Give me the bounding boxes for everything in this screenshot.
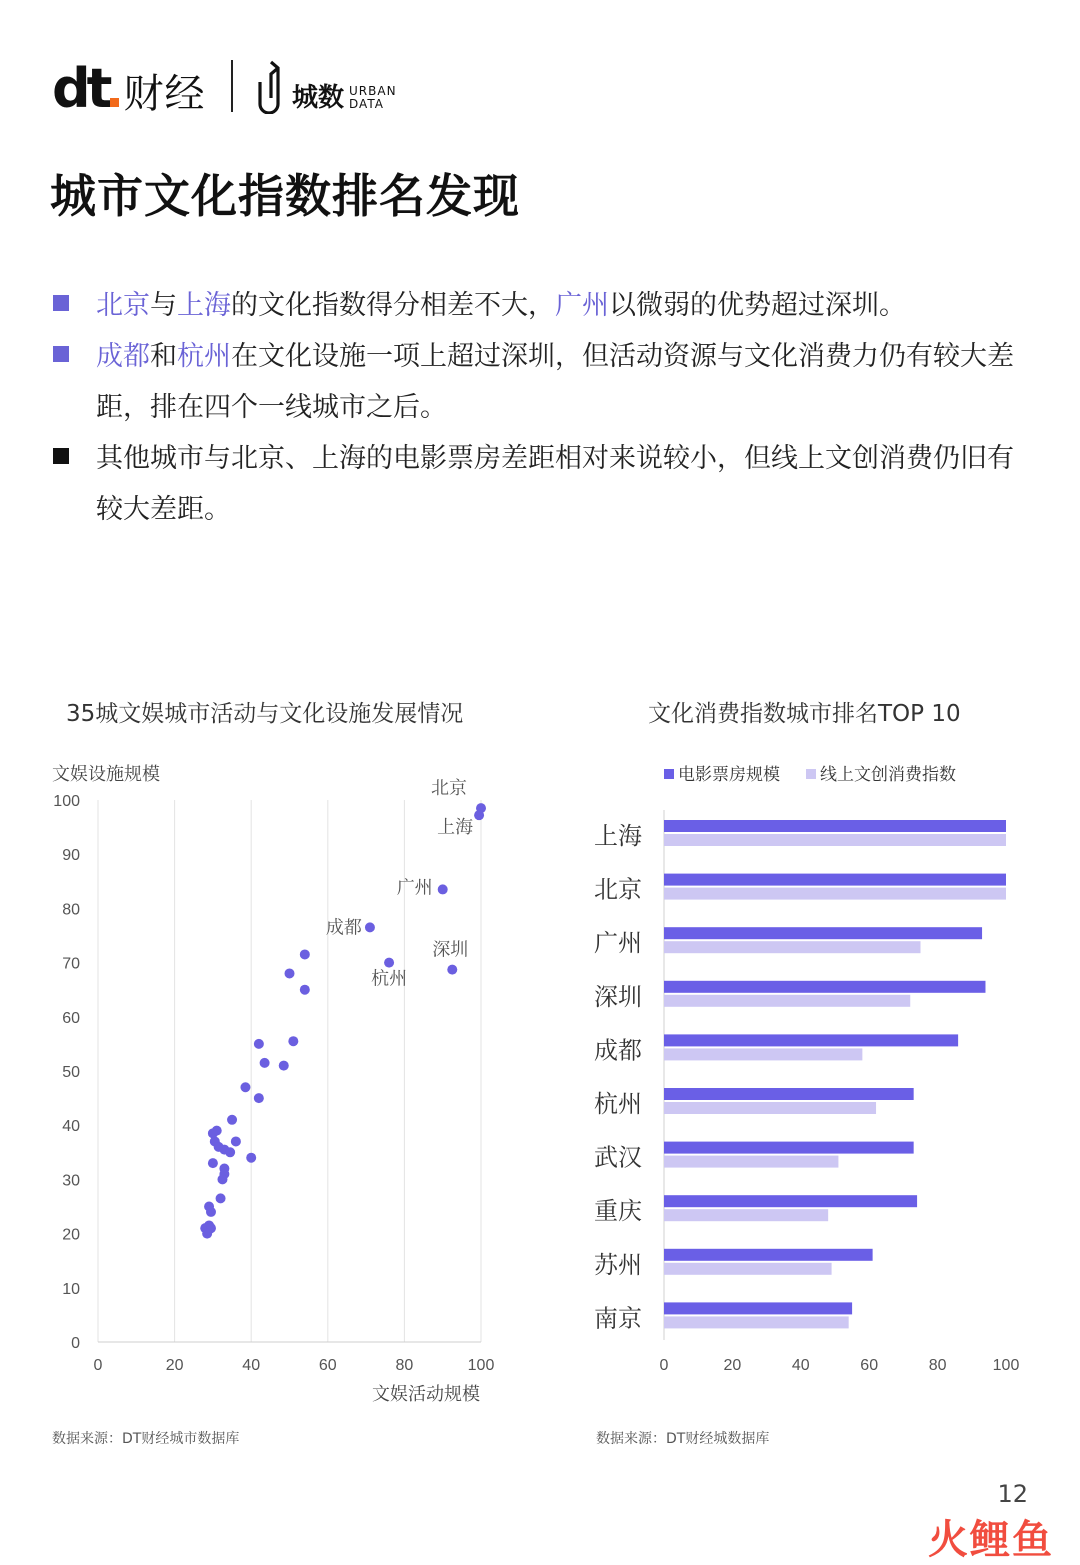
scatter-point-label: 广州: [396, 877, 433, 898]
bar-source: 数据来源：DT财经城数据库: [596, 1431, 770, 1447]
scatter-point: [225, 1147, 235, 1157]
bar-online-consumption: [664, 1102, 876, 1114]
bar-box-office: [664, 927, 982, 939]
scatter-y-tick-label: 20: [62, 1226, 80, 1244]
bar-category-label: 武汉: [594, 1144, 642, 1172]
scatter-chart: [0, 770, 540, 1380]
watermark-logo: 火鲤鱼: [928, 1517, 1054, 1563]
scatter-point: [260, 1058, 270, 1068]
scatter-point: [447, 965, 457, 975]
scatter-x-axis-title: 文娱活动规模: [372, 1384, 480, 1405]
bar-chart-title: 文化消费指数城市排名TOP 10: [648, 701, 961, 727]
bar-box-office: [664, 874, 1006, 886]
scatter-x-tick-label: 100: [467, 1357, 495, 1374]
bar-box-office: [664, 1302, 852, 1314]
legend-swatch-box-office: [664, 769, 674, 779]
bar-online-consumption: [664, 1316, 849, 1328]
bar-box-office: [664, 1249, 873, 1261]
scatter-point: [300, 985, 310, 995]
scatter-y-tick-label: 90: [62, 847, 80, 865]
finding-text: 以微弱的优势超过深圳。: [609, 290, 906, 321]
logo-divider: [231, 60, 233, 112]
bar-box-office: [664, 1195, 917, 1207]
scatter-point: [208, 1158, 218, 1168]
highlighted-city: 成都: [96, 341, 150, 372]
scatter-point: [365, 922, 375, 932]
bar-category-label: 成都: [594, 1037, 642, 1065]
bar-x-tick-label: 20: [723, 1357, 742, 1374]
bar-box-office: [664, 820, 1006, 832]
bar-chart: [560, 800, 1060, 1380]
bullet-square-icon: [53, 295, 69, 311]
scatter-x-tick-label: 60: [318, 1357, 337, 1374]
scatter-y-tick-label: 0: [71, 1335, 80, 1352]
scatter-y-tick-label: 100: [53, 793, 80, 810]
bar-category-label: 北京: [594, 876, 642, 904]
finding-item: [50, 331, 1030, 433]
scatter-y-tick-label: 80: [62, 901, 80, 919]
legend-label-box-office: 电影票房规模: [678, 765, 780, 785]
scatter-point: [246, 1153, 256, 1163]
bar-online-consumption: [664, 834, 1006, 846]
highlighted-city: 上海: [177, 290, 231, 321]
scatter-point-label: 深圳: [432, 939, 469, 960]
scatter-point-label: 杭州: [371, 968, 408, 989]
legend-swatch-online: [806, 769, 816, 779]
scatter-point: [300, 949, 310, 959]
bar-online-consumption: [664, 888, 1006, 900]
finding-text: 和: [150, 341, 177, 372]
bar-online-consumption: [664, 995, 910, 1007]
bar-box-office: [664, 1034, 958, 1046]
scatter-x-tick-label: 80: [395, 1357, 414, 1374]
bullet-square-icon: [53, 448, 69, 464]
scatter-point: [216, 1193, 226, 1203]
scatter-point: [227, 1115, 237, 1125]
scatter-y-tick-label: 60: [62, 1009, 80, 1027]
scatter-point: [285, 968, 295, 978]
bar-x-tick-label: 60: [860, 1357, 879, 1374]
bar-category-label: 深圳: [594, 983, 642, 1011]
scatter-point-label: 成都: [325, 917, 362, 938]
legend-label-online: 线上文创消费指数: [820, 765, 956, 785]
highlighted-city: 广州: [555, 290, 609, 321]
scatter-source: 数据来源：DT财经城市数据库: [52, 1431, 240, 1447]
bar-online-consumption: [664, 941, 921, 953]
scatter-point: [206, 1207, 216, 1217]
bar-x-tick-label: 100: [992, 1357, 1020, 1374]
finding-text: 其他城市与北京、上海的电影票房差距相对来说较小，但线上文创消费仍旧有较大差距。: [96, 443, 1014, 525]
scatter-point: [474, 810, 484, 820]
finding-item: [50, 433, 1030, 535]
bar-category-label: 上海: [594, 823, 642, 850]
scatter-x-tick-label: 20: [165, 1357, 184, 1374]
scatter-point: [438, 884, 448, 894]
bar-box-office: [664, 1142, 914, 1154]
scatter-point: [231, 1136, 241, 1146]
page-title: 城市文化指数排名发现: [50, 169, 520, 223]
scatter-y-tick-label: 30: [62, 1172, 80, 1190]
bar-online-consumption: [664, 1048, 862, 1060]
bar-x-tick-label: 80: [928, 1357, 947, 1374]
urban-logo-text: 城数: [292, 83, 345, 113]
bar-category-label: 广州: [594, 930, 642, 958]
bar-box-office: [664, 1088, 914, 1100]
urban-data-logo: [256, 58, 397, 114]
urban-logo-icon: [256, 58, 286, 114]
scatter-y-tick-label: 10: [62, 1280, 80, 1298]
urban-logo-en-line1: URBAN: [349, 84, 397, 98]
bar-box-office: [664, 981, 985, 993]
scatter-point: [254, 1039, 264, 1049]
finding-text: 与: [150, 290, 177, 321]
scatter-point: [202, 1229, 212, 1239]
scatter-x-tick-label: 0: [93, 1357, 103, 1374]
bar-category-label: 苏州: [594, 1251, 642, 1279]
bar-online-consumption: [664, 1263, 832, 1275]
dt-finance-logo: [52, 57, 206, 120]
finding-text: 的文化指数得分相差不大，: [231, 290, 555, 321]
scatter-y-axis-title: 文娱设施规模: [52, 764, 160, 785]
dt-logo-text: 财经: [123, 71, 206, 117]
scatter-point-label: 北京: [431, 778, 467, 799]
bar-online-consumption: [664, 1156, 838, 1168]
scatter-point: [384, 958, 394, 968]
scatter-point: [288, 1036, 298, 1046]
legend-item-online: [806, 760, 956, 785]
finding-text: 在文化设施一项上超过深圳，但活动资源与文化消费力仍有较大差距，排在四个一线城市之后。: [96, 341, 1014, 423]
scatter-y-tick-label: 70: [62, 955, 80, 973]
urban-logo-en: [349, 85, 397, 114]
scatter-point: [217, 1174, 227, 1184]
scatter-y-tick-label: 40: [62, 1118, 80, 1136]
findings-list: [50, 280, 1030, 535]
bar-category-label: 南京: [594, 1305, 642, 1333]
highlighted-city: 杭州: [177, 341, 231, 372]
urban-logo-en-line2: DATA: [349, 97, 384, 111]
scatter-point-label: 上海: [437, 817, 474, 838]
page-number: 12: [997, 1480, 1028, 1508]
dt-logo-mark: dt: [52, 57, 109, 120]
finding-item: [50, 280, 1030, 331]
bullet-square-icon: [53, 346, 69, 362]
bar-x-tick-label: 0: [659, 1357, 669, 1374]
bar-online-consumption: [664, 1209, 828, 1221]
scatter-x-tick-label: 40: [242, 1357, 261, 1374]
bar-x-tick-label: 40: [791, 1357, 810, 1374]
scatter-point: [240, 1082, 250, 1092]
bar-legend: [664, 760, 956, 785]
scatter-point: [254, 1093, 264, 1103]
bar-category-label: 杭州: [594, 1091, 642, 1118]
bar-category-label: 重庆: [594, 1198, 642, 1226]
scatter-chart-title: 35城文娱城市活动与文化设施发展情况: [66, 701, 464, 727]
scatter-y-tick-label: 50: [62, 1064, 80, 1081]
legend-item-box-office: [664, 760, 780, 785]
scatter-point: [279, 1061, 289, 1071]
highlighted-city: 北京: [96, 290, 150, 321]
dt-logo-dot: [110, 98, 119, 107]
